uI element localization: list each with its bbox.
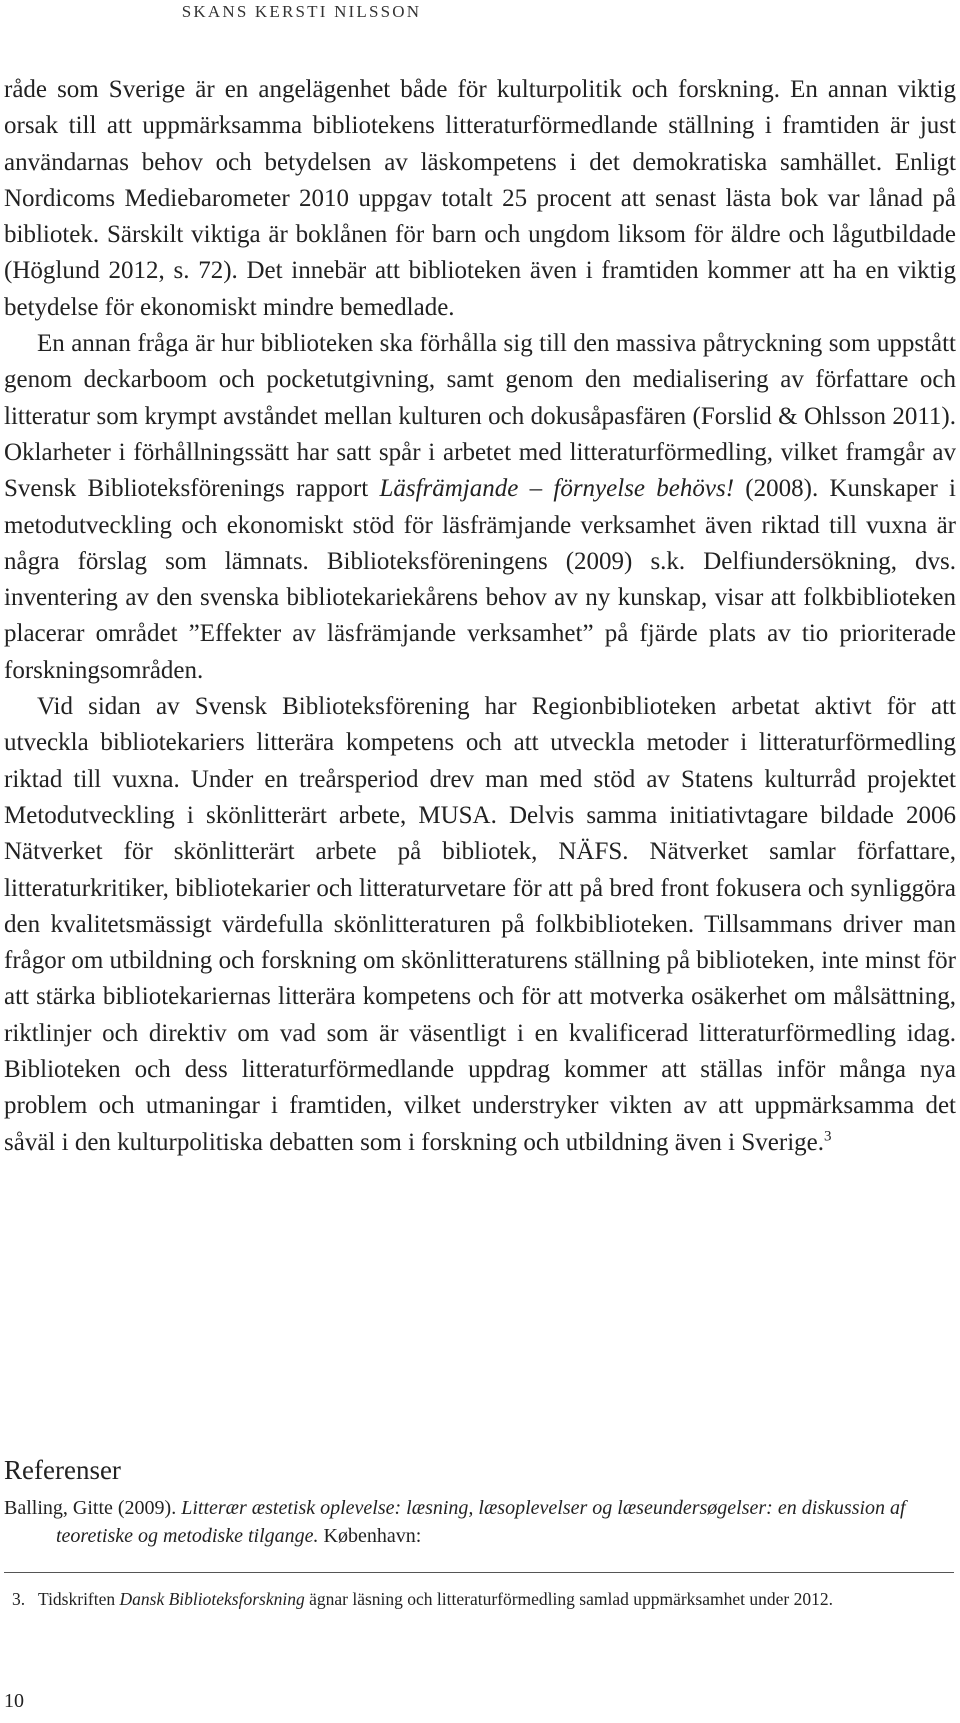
paragraph [4,72,956,326]
page-number: 10 [4,1690,24,1712]
text-run: råde som Sverige är en angelägenhet både för kulturpolitik och forskning. En annan viktig orsak till att uppmärksamma bibliotekens litteraturförmedlande ställning i framtiden är just användarnas behov och betydelsen av läskompetens i det demokratiska samhället. Enligt Nordicoms Mediebarometer 2010 uppgav totalt 25 procent att senast lästa bok var lånad på bibliotek. Särskilt viktiga är boklånen för barn och ungdom liksom för äldre och lågutbildade (Höglund 2012, s. 72). Det innebär att biblioteken även i framtiden kommer att ha en viktig betydelse för ekonomiskt mindre bemedlade. [4,76,956,321]
text-run: Vid sidan av Svensk Biblioteksförening har Regionbiblioteken arbetat aktivt för att utveckla bibliotekariers litterära kompetens och att utveckla metoder i litteraturförmedling riktad till vuxna. Under en treårsperiod drev man med stöd av Statens kulturråd projektet Metodutveckling i skönlitterärt arbete, MUSA. Delvis samma initiativtagare bildade 2006 Nätverket för skönlitterärt arbete på bibliotek, NÄFS. Nätverket samlar författare, litteraturkritiker, bibliotekarier och litteraturvetare för att på bred front fokusera och synliggöra den kvalitetsmässigt värdefulla skönlitteraturen på folkbiblioteken. Tillsammans driver man frågor om utbildning och forskning om skönlitteraturens ställning på biblioteken, inte minst för att stärka bibliotekariernas litterära kompetens och för att motverka osäkerhet om målsättning, riktlinjer och direktiv om vad som är väsentligt i en kvalificerad litteraturförmedling idag. Biblioteken och dess litteraturförmedlande uppdrag kommer att ställas inför många nya problem och utmaningar i framtiden, vilket understryker vikten av att uppmärksamma det såväl i den kulturpolitiska debatten som i forskning och utbildning även i Sverige. [4,693,956,1156]
text-run: København: [318,1525,422,1547]
body-text [4,72,956,1161]
text-run: ägnar läsning och litteraturförmedling samlad uppmärksamhet under 2012. [304,1589,833,1609]
footnote-number: 3. [12,1589,26,1609]
reference-entry [4,1494,956,1550]
journal-title: Dansk Biblioteksforskning [119,1589,305,1609]
footnote-rule [4,1572,954,1573]
footnote [4,1586,954,1612]
report-title: Läsfrämjande – förnyelse behövs! [379,475,735,503]
text-run: Tidskriften [38,1589,120,1609]
references-heading: Referenser [4,1455,121,1485]
text-run: (2008). Kunskaper i metodutveckling och ekonomiskt stöd för läsfrämjande verksamhet även riktad till vuxna är några förslag som lämnats. Biblioteksföreningens (2009) s.k. Delfiundersökning, dvs. inventering av den svenska bibliotekariekårens behov av ny kunskap, visar att folkbiblioteken placerar området ”Effekter av läsfrämjande verksamhet” på fjärde plats av tio prioriterade forskningsområden. [4,475,956,684]
reference-title: Litterær æstetisk oplevelse: læsning, læsoplevelser og læseundersøgelser: en diskussion af teoretiske og metodiske tilgange. [56,1497,906,1547]
text-run: Balling, Gitte (2009). [4,1497,182,1519]
paragraph [4,326,956,689]
paragraph [4,689,956,1161]
running-head: SKANS KERSTI NILSSON [181,2,422,21]
text-run: En annan fråga är hur biblioteken ska förhålla sig till den massiva påtryckning som uppstått genom deckarboom och pocketutgivning, samt genom den medialisering av författare och litteratur som krympt avståndet mellan kulturen och dokusåpasfären (Forslid & Ohlsson 2011). Oklarheter i förhållningssätt har satt spår i arbetet med litteraturförmedling, vilket framgår av Svensk Biblioteksförenings rapport [4,330,956,503]
footnote-marker[interactable]: 3 [824,1128,832,1145]
